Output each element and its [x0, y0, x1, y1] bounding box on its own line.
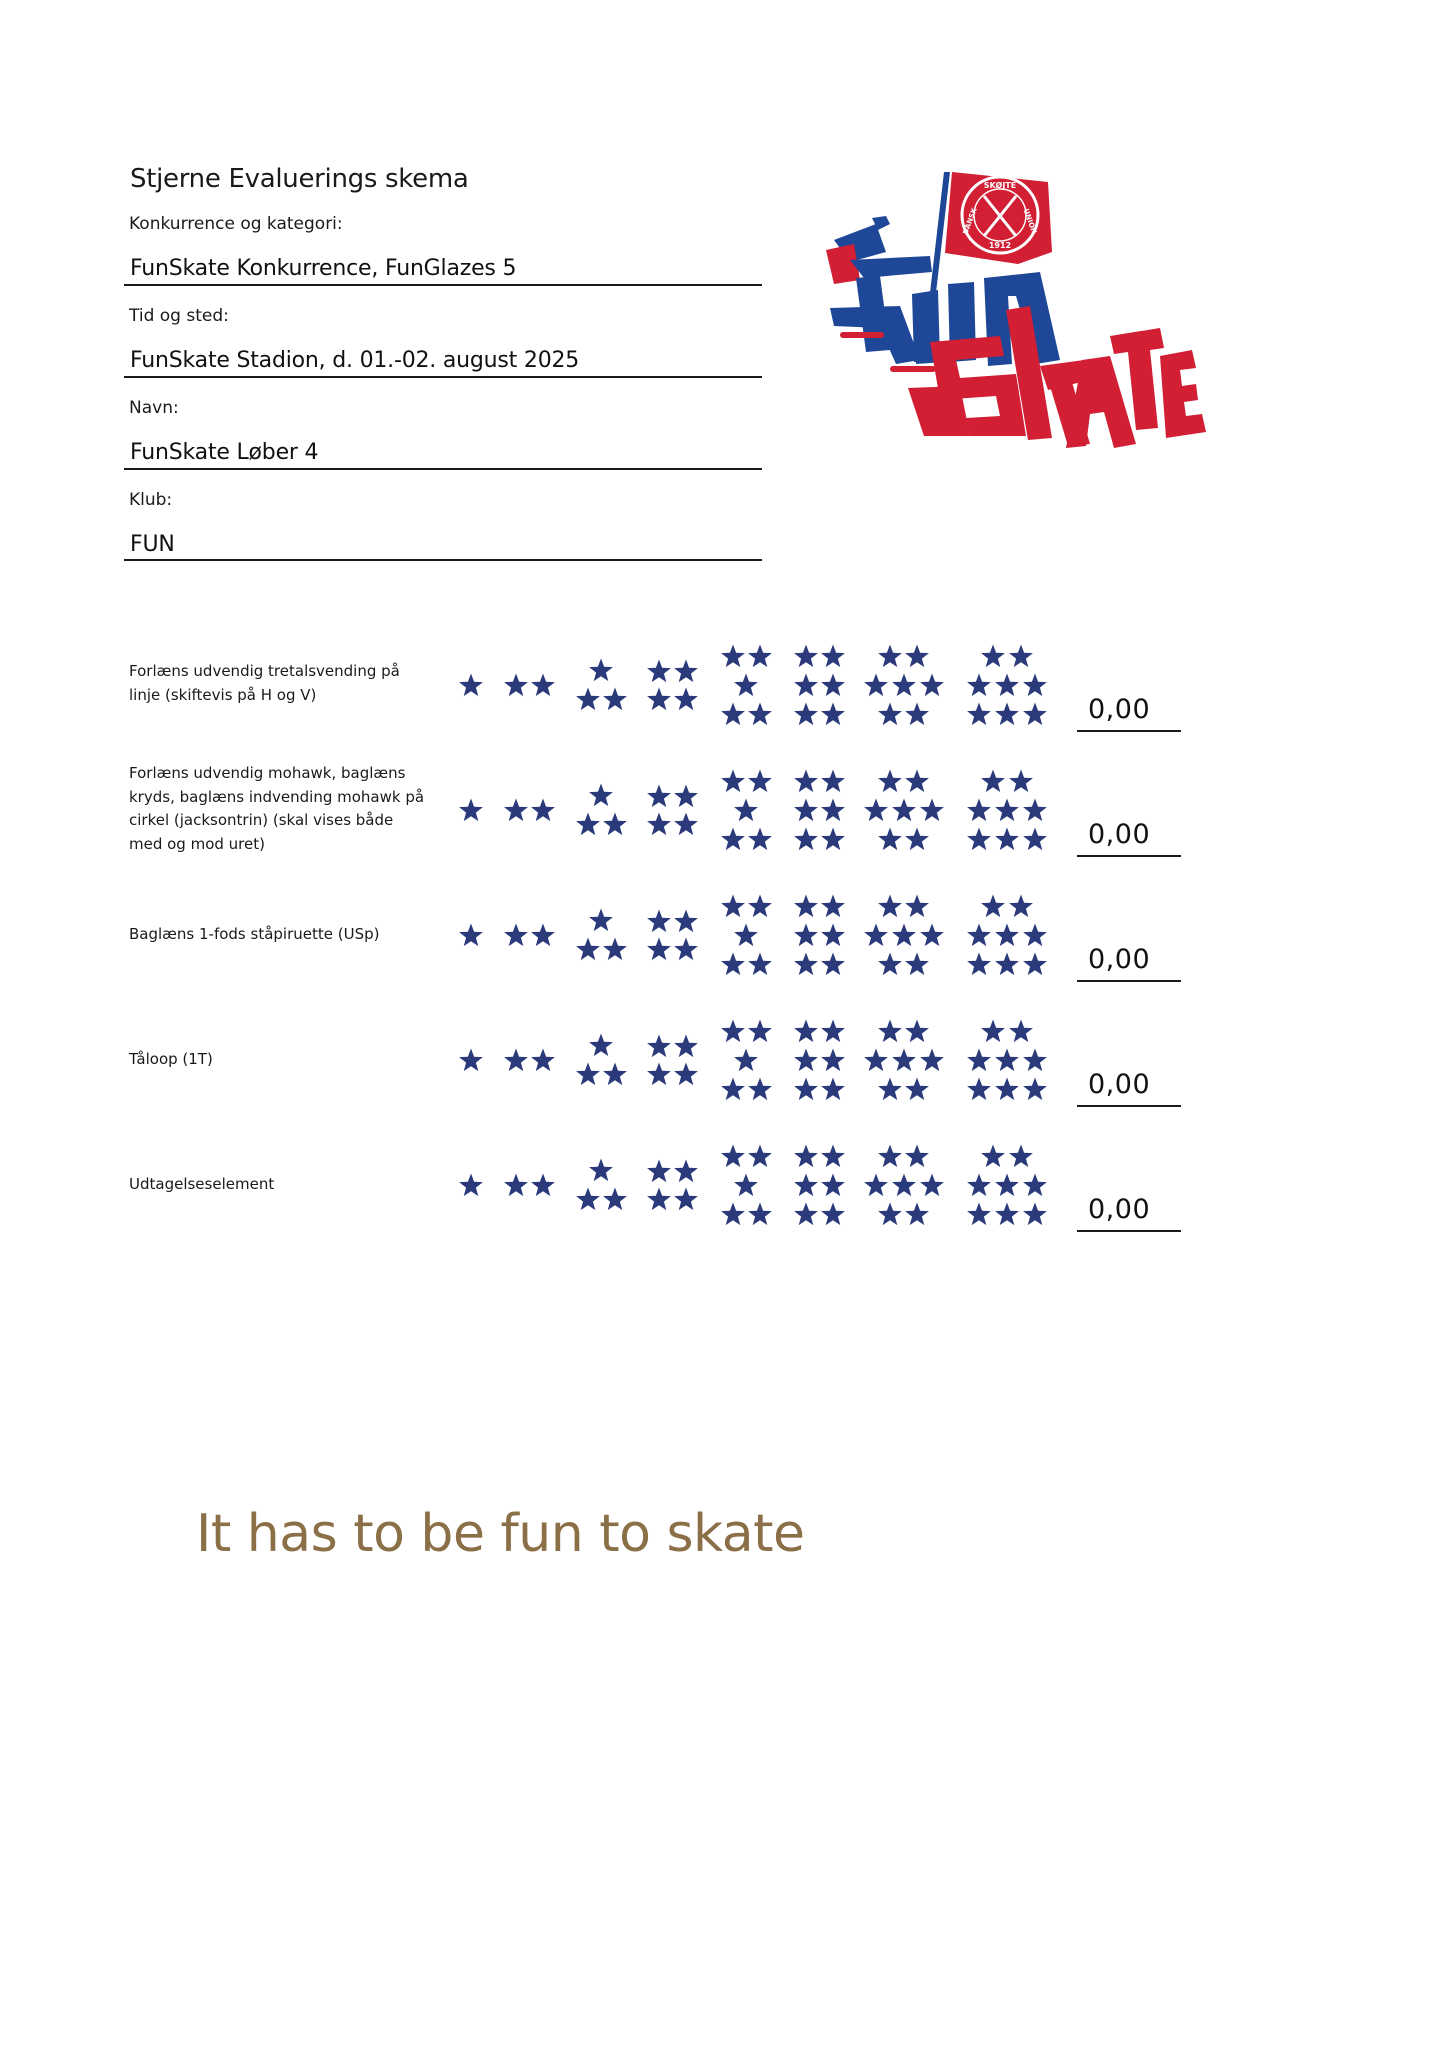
star-icon — [721, 953, 745, 976]
star-icon — [821, 1203, 845, 1226]
star-icon — [589, 909, 613, 932]
star-group-3[interactable] — [576, 909, 627, 961]
star-icon — [878, 1078, 902, 1101]
star-icon — [647, 660, 671, 683]
star-icon — [878, 703, 902, 726]
star-icon — [647, 938, 671, 961]
field-label-time-place: Tid og sted: — [129, 306, 229, 326]
star-icon — [892, 1174, 916, 1197]
star-icon — [748, 1203, 772, 1226]
star-icon — [821, 828, 845, 851]
star-icon — [905, 953, 929, 976]
star-icon — [531, 924, 555, 947]
star-icon — [920, 1174, 944, 1197]
criterion-label: Udtagelseselement — [129, 1175, 275, 1193]
field-value-club[interactable]: FUN — [130, 532, 175, 557]
score-underline — [1077, 730, 1181, 732]
star-icon — [905, 703, 929, 726]
star-group-4[interactable] — [647, 1160, 698, 1211]
star-group-5[interactable] — [721, 770, 772, 851]
field-underline — [124, 468, 762, 470]
star-icon — [821, 1145, 845, 1168]
star-icon — [748, 703, 772, 726]
field-value-time-place[interactable]: FunSkate Stadion, d. 01.-02. august 2025 — [130, 348, 580, 373]
star-icon — [647, 785, 671, 808]
star-icon — [647, 1063, 671, 1086]
criterion-score[interactable]: 0,00 — [1088, 1194, 1151, 1225]
star-icon — [589, 1034, 613, 1057]
star-icon — [967, 799, 991, 822]
star-icon — [821, 645, 845, 668]
star-icon — [721, 1203, 745, 1226]
star-group-8[interactable] — [967, 645, 1047, 726]
star-icon — [504, 799, 528, 822]
star-icon — [748, 1078, 772, 1101]
star-icon — [981, 1145, 1005, 1168]
star-icon — [748, 953, 772, 976]
star-icon — [1023, 674, 1047, 697]
star-icon — [647, 910, 671, 933]
star-icon — [821, 1174, 845, 1197]
star-icon — [794, 1049, 818, 1072]
star-icon — [995, 953, 1019, 976]
star-icon — [878, 1203, 902, 1226]
star-icon — [905, 1078, 929, 1101]
star-icon — [1009, 1020, 1033, 1043]
star-group-2[interactable] — [504, 1174, 555, 1197]
star-icon — [967, 1174, 991, 1197]
star-icon — [721, 703, 745, 726]
star-icon — [603, 1063, 627, 1086]
star-icon — [674, 1160, 698, 1183]
star-icon — [981, 645, 1005, 668]
star-group-4[interactable] — [647, 1035, 698, 1086]
star-icon — [878, 645, 902, 668]
star-group-5[interactable] — [721, 895, 772, 976]
star-icon — [1009, 895, 1033, 918]
star-icon — [905, 1145, 929, 1168]
star-icon — [504, 1049, 528, 1072]
tagline: It has to be fun to skate — [196, 1504, 805, 1564]
star-icon — [920, 674, 944, 697]
star-icon — [603, 938, 627, 961]
star-icon — [734, 1174, 758, 1197]
star-icon — [967, 924, 991, 947]
star-icon — [878, 828, 902, 851]
star-icon — [531, 1049, 555, 1072]
star-icon — [748, 1145, 772, 1168]
star-icon — [905, 770, 929, 793]
star-icon — [647, 1035, 671, 1058]
star-icon — [674, 1035, 698, 1058]
star-icon — [995, 1203, 1019, 1226]
star-icon — [821, 674, 845, 697]
star-icon — [878, 1145, 902, 1168]
star-icon — [1023, 1078, 1047, 1101]
star-icon — [734, 799, 758, 822]
star-icon — [748, 895, 772, 918]
star-icon — [995, 828, 1019, 851]
star-icon — [721, 1020, 745, 1043]
star-icon — [905, 1020, 929, 1043]
score-underline — [1077, 1230, 1181, 1232]
star-icon — [748, 645, 772, 668]
star-icon — [589, 659, 613, 682]
star-icon — [821, 895, 845, 918]
star-icon — [794, 1145, 818, 1168]
star-icon — [920, 799, 944, 822]
star-icon — [721, 1145, 745, 1168]
star-icon — [721, 770, 745, 793]
star-icon — [647, 813, 671, 836]
star-group-7[interactable] — [864, 895, 944, 976]
criterion-score[interactable]: 0,00 — [1088, 819, 1151, 850]
field-value-competition[interactable]: FunSkate Konkurrence, FunGlazes 5 — [130, 256, 517, 281]
star-icon — [920, 924, 944, 947]
star-group-2[interactable] — [504, 924, 555, 947]
star-icon — [794, 924, 818, 947]
score-underline — [1077, 855, 1181, 857]
star-icon — [734, 1049, 758, 1072]
star-group-7[interactable] — [864, 645, 944, 726]
star-group-8[interactable] — [967, 895, 1047, 976]
star-icon — [967, 953, 991, 976]
star-icon — [459, 799, 483, 822]
star-icon — [734, 674, 758, 697]
star-icon — [674, 1188, 698, 1211]
star-icon — [864, 799, 888, 822]
star-group-3[interactable] — [576, 659, 627, 711]
star-icon — [531, 674, 555, 697]
star-icon — [1023, 1203, 1047, 1226]
star-group-6[interactable] — [794, 770, 845, 851]
field-underline — [124, 559, 762, 561]
star-group-7[interactable] — [864, 1145, 944, 1226]
star-icon — [504, 1174, 528, 1197]
star-icon — [967, 703, 991, 726]
star-icon — [821, 770, 845, 793]
star-icon — [734, 924, 758, 947]
star-icon — [864, 674, 888, 697]
score-underline — [1077, 1105, 1181, 1107]
star-icon — [674, 660, 698, 683]
star-icon — [504, 924, 528, 947]
star-icon — [794, 1078, 818, 1101]
score-underline — [1077, 980, 1181, 982]
star-icon — [647, 1160, 671, 1183]
star-icon — [864, 1049, 888, 1072]
star-icon — [794, 674, 818, 697]
star-icon — [794, 703, 818, 726]
star-icon — [892, 924, 916, 947]
star-icon — [647, 688, 671, 711]
star-group-2[interactable] — [504, 799, 555, 822]
star-icon — [459, 924, 483, 947]
star-icon — [1023, 1049, 1047, 1072]
star-icon — [794, 1020, 818, 1043]
star-icon — [878, 1020, 902, 1043]
star-icon — [576, 813, 600, 836]
star-icon — [589, 1159, 613, 1182]
star-group-3[interactable] — [576, 1034, 627, 1086]
star-icon — [892, 674, 916, 697]
star-icon — [995, 924, 1019, 947]
star-group-2[interactable] — [504, 674, 555, 697]
star-icon — [821, 703, 845, 726]
star-icon — [995, 674, 1019, 697]
star-icon — [905, 1203, 929, 1226]
field-underline — [124, 376, 762, 378]
star-icon — [1009, 1145, 1033, 1168]
star-group-3[interactable] — [576, 784, 627, 836]
star-icon — [821, 1049, 845, 1072]
star-icon — [721, 1078, 745, 1101]
star-icon — [721, 645, 745, 668]
star-icon — [1023, 924, 1047, 947]
star-icon — [878, 770, 902, 793]
star-icon — [794, 895, 818, 918]
star-icon — [864, 1174, 888, 1197]
star-icon — [905, 895, 929, 918]
star-icon — [794, 1174, 818, 1197]
seal-text-left: DANSK — [961, 206, 979, 236]
star-icon — [748, 828, 772, 851]
star-group-6[interactable] — [794, 1020, 845, 1101]
star-icon — [603, 1188, 627, 1211]
criterion-label: Forlæns udvendig tretalsvending på linje (skiftevis på H og V) — [129, 662, 400, 704]
star-group-4[interactable] — [647, 660, 698, 711]
star-icon — [576, 938, 600, 961]
star-icon — [794, 799, 818, 822]
star-icon — [603, 688, 627, 711]
star-icon — [1023, 799, 1047, 822]
criterion-score[interactable]: 0,00 — [1088, 944, 1151, 975]
star-icon — [794, 645, 818, 668]
star-icon — [794, 953, 818, 976]
star-icon — [1023, 1174, 1047, 1197]
star-icon — [905, 828, 929, 851]
star-icon — [967, 1049, 991, 1072]
star-icon — [878, 953, 902, 976]
star-icon — [504, 674, 528, 697]
star-icon — [794, 1203, 818, 1226]
star-group-5[interactable] — [721, 1020, 772, 1101]
star-icon — [995, 1049, 1019, 1072]
star-group-7[interactable] — [864, 770, 944, 851]
star-group-6[interactable] — [794, 1145, 845, 1226]
star-icon — [674, 785, 698, 808]
criterion-label: Baglæns 1-fods ståpiruette (USp) — [129, 925, 380, 943]
star-group-1[interactable] — [459, 674, 483, 697]
star-icon — [576, 1063, 600, 1086]
star-icon — [589, 784, 613, 807]
star-icon — [892, 799, 916, 822]
star-group-7[interactable] — [864, 1020, 944, 1101]
star-icon — [821, 1020, 845, 1043]
star-icon — [967, 828, 991, 851]
star-icon — [981, 895, 1005, 918]
star-icon — [721, 828, 745, 851]
star-icon — [995, 703, 1019, 726]
seal-text-right: UNION — [1021, 207, 1039, 235]
star-group-6[interactable] — [794, 895, 845, 976]
star-icon — [721, 895, 745, 918]
star-icon — [995, 1174, 1019, 1197]
star-icon — [531, 799, 555, 822]
star-icon — [967, 674, 991, 697]
star-icon — [981, 770, 1005, 793]
star-group-8[interactable] — [967, 1020, 1047, 1101]
star-group-1[interactable] — [459, 799, 483, 822]
star-icon — [905, 645, 929, 668]
star-group-6[interactable] — [794, 645, 845, 726]
star-icon — [647, 1188, 671, 1211]
seal-year: 1912 — [988, 241, 1012, 250]
seal-text-top: SKØJTE — [983, 181, 1017, 190]
star-group-8[interactable] — [967, 770, 1047, 851]
star-icon — [748, 770, 772, 793]
criterion-score[interactable]: 0,00 — [1088, 694, 1151, 725]
star-icon — [576, 1188, 600, 1211]
star-icon — [1023, 703, 1047, 726]
star-icon — [878, 895, 902, 918]
star-icon — [821, 953, 845, 976]
star-icon — [821, 1078, 845, 1101]
star-icon — [674, 688, 698, 711]
criterion-score[interactable]: 0,00 — [1088, 1069, 1151, 1100]
star-icon — [1009, 645, 1033, 668]
star-icon — [1023, 828, 1047, 851]
funskate-logo — [820, 160, 1240, 470]
star-icon — [1023, 953, 1047, 976]
star-group-5[interactable] — [721, 1145, 772, 1226]
field-label-club: Klub: — [129, 490, 173, 510]
field-value-name[interactable]: FunSkate Løber 4 — [130, 440, 319, 465]
star-group-5[interactable] — [721, 645, 772, 726]
star-icon — [892, 1049, 916, 1072]
star-icon — [967, 1203, 991, 1226]
star-icon — [674, 1063, 698, 1086]
star-icon — [576, 688, 600, 711]
star-icon — [459, 1049, 483, 1072]
star-icon — [967, 1078, 991, 1101]
star-icon — [459, 674, 483, 697]
criterion-label: Forlæns udvendig mohawk, baglæns kryds, baglæns indvending mohawk på cirkel (jacksontrin) (skal vises både med og mod uret) — [129, 764, 425, 853]
star-icon — [603, 813, 627, 836]
star-icon — [459, 1174, 483, 1197]
star-group-4[interactable] — [647, 785, 698, 836]
star-icon — [821, 799, 845, 822]
star-group-1[interactable] — [459, 924, 483, 947]
star-icon — [674, 910, 698, 933]
star-icon — [674, 938, 698, 961]
star-group-3[interactable] — [576, 1159, 627, 1211]
form-title: Stjerne Evaluerings skema — [130, 164, 469, 194]
field-label-name: Navn: — [129, 398, 179, 418]
star-group-4[interactable] — [647, 910, 698, 961]
star-icon — [748, 1020, 772, 1043]
criterion-label: Tåloop (1T) — [129, 1050, 213, 1068]
star-group-2[interactable] — [504, 1049, 555, 1072]
star-group-1[interactable] — [459, 1049, 483, 1072]
star-icon — [981, 1020, 1005, 1043]
star-icon — [995, 1078, 1019, 1101]
field-label-competition: Konkurrence og kategori: — [129, 214, 343, 234]
star-icon — [1009, 770, 1033, 793]
star-icon — [864, 924, 888, 947]
field-underline — [124, 284, 762, 286]
star-icon — [674, 813, 698, 836]
star-icon — [920, 1049, 944, 1072]
star-icon — [794, 828, 818, 851]
star-icon — [995, 799, 1019, 822]
star-icon — [794, 770, 818, 793]
star-icon — [821, 924, 845, 947]
star-group-8[interactable] — [967, 1145, 1047, 1226]
star-icon — [531, 1174, 555, 1197]
star-group-1[interactable] — [459, 1174, 483, 1197]
